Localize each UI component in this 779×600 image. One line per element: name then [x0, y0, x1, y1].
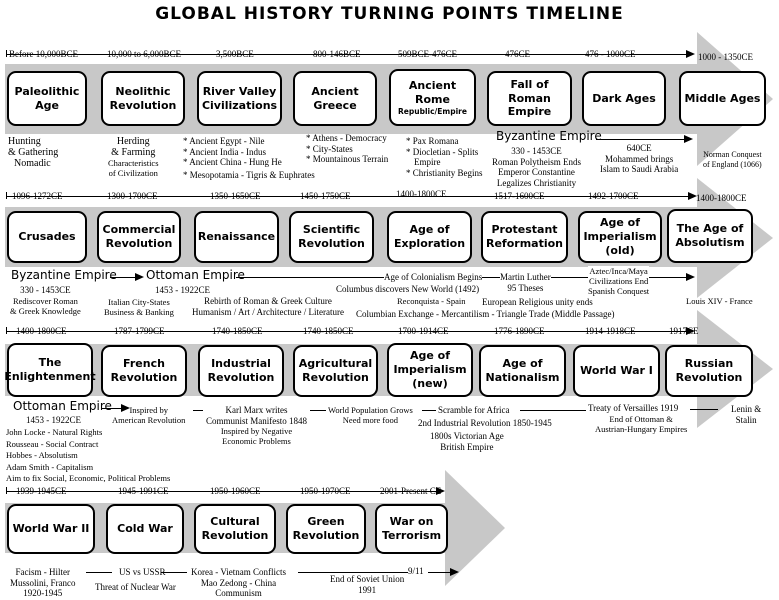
row4-date: 1939-1945CE: [16, 486, 67, 496]
note-greece: * Athens - Democracy * City-States * Mountainous Terrain: [306, 133, 389, 164]
event-fall-of-roman-empire: Fall of Roman Empire: [487, 71, 572, 126]
note-2nd-industrial: 2nd Industrial Revolution 1850-1945: [418, 418, 552, 428]
event-cold-war: Cold War: [106, 504, 184, 554]
row1-date: 1000 - 1350CE: [698, 52, 753, 62]
event-paleolithic-age: Paleolithic Age: [7, 71, 87, 126]
row2-date: 1400-1800CE: [396, 189, 447, 199]
row4-date: 2001-Present CE: [380, 486, 442, 496]
row1-timeline-arrow: [686, 50, 695, 58]
row2-tick: [6, 192, 7, 199]
row3-date: 1776-1890CE: [494, 326, 545, 336]
event-river-valley-civilizations: River Valley Civilizations: [197, 71, 282, 126]
dash: [422, 410, 436, 411]
note-scramble: Scramble for Africa: [438, 405, 510, 415]
event-commercial-revolution: Commercial Revolution: [97, 211, 181, 263]
row3-date: 1917CE: [669, 326, 699, 336]
note-cold-war-1: US vs USSR: [119, 567, 166, 577]
event-war-on-terrorism: War on Terrorism: [375, 504, 448, 554]
row3-date: 1400-1800CE: [16, 326, 67, 336]
note-population: World Population Grows Need more food: [328, 405, 413, 425]
row3-tick: [6, 327, 7, 334]
note-dark-ages: 640CE Mohammed brings Islam to Saudi Arabia: [600, 143, 679, 174]
nine-line: [428, 572, 452, 573]
dash: [161, 572, 187, 573]
row1-date: 3,500BCE: [216, 49, 254, 59]
event-dark-ages: Dark Ages: [582, 71, 666, 126]
note-ww2: Facism - Hilter Mussolini, Franco 1920-1945: [10, 567, 76, 598]
versailles-line: [690, 409, 718, 410]
event-world-war-1: World War I: [573, 345, 660, 397]
event-cultural-revolution: Cultural Revolution: [194, 504, 276, 554]
row4-date: 1950-1960CE: [210, 486, 261, 496]
event-age-of-absolutism: The Age of Absolutism: [667, 209, 753, 263]
note-victorian: 1800s Victorian Age British Empire: [430, 431, 504, 452]
row1-date: 476CE: [505, 49, 531, 59]
row2-date: 1492-1700CE: [588, 191, 639, 201]
note-commercial: Italian City-States Business & Banking: [104, 297, 174, 317]
note-middle-ages: Norman Conquest of England (1066): [703, 150, 762, 169]
event-russian-revolution: Russian Revolution: [665, 345, 753, 397]
event-ancient-greece: Ancient Greece: [293, 71, 377, 126]
dash: [193, 410, 203, 411]
note-911: 9/11: [408, 566, 424, 576]
note-rome: * Pax Romana * Diocletian - Splits Empire * Christianity Begins: [406, 136, 483, 178]
note-luther: Martin Luther 95 Theses: [500, 272, 551, 293]
note-river-valley: * Ancient Egypt - Nile * Ancient India - Indus * Ancient China - Hung He * Mesopotamia - Tigris & Euphrates: [183, 136, 315, 180]
row1-tick: [6, 50, 7, 57]
note-aztec: Aztec/Inca/Maya Civilizations End Spanish Conquest: [588, 266, 650, 296]
note-renaissance: Rebirth of Roman & Greek Culture Humanism / Art / Architecture / Literature: [192, 296, 344, 317]
soviet-line: [298, 572, 422, 573]
byzantine2-line: [110, 277, 136, 278]
row2-date: 1400-1800CE: [696, 193, 747, 203]
byzantine-arrow: [684, 135, 693, 143]
row3-date: 1740-1850CE: [212, 326, 263, 336]
note-colonialism: Age of Colonialism Begins: [384, 272, 483, 282]
note-byzantine2-title: Byzantine Empire: [11, 268, 117, 282]
event-scientific-revolution: Scientific Revolution: [289, 211, 374, 263]
event-renaissance: Renaissance: [194, 211, 279, 263]
note-columbus: Columbus discovers New World (1492): [336, 284, 480, 294]
scramble-line: [520, 410, 586, 411]
row1-date: 509BCE-476CE: [398, 49, 458, 59]
event-middle-ages: Middle Ages: [679, 71, 766, 126]
note-euro-religion: European Religious unity ends: [482, 297, 593, 307]
row3-date: 1700-1914CE: [398, 326, 449, 336]
event-green-revolution: Green Revolution: [286, 504, 366, 554]
row1-date: 800-146BCE: [313, 49, 361, 59]
event-crusades: Crusades: [7, 211, 87, 263]
byzantine-line: [596, 139, 684, 140]
row1-date: 10,000 to 6,000BCE: [107, 49, 182, 59]
note-french: Inspired by American Revolution: [112, 405, 186, 425]
note-end-ottoman: End of Ottoman & Austrian-Hungary Empires: [595, 414, 688, 434]
row1-date: Before 10,000BCE: [9, 49, 78, 59]
event-protestant-reformation: Protestant Reformation: [481, 211, 568, 263]
note-reconquista: Reconquista - Spain: [397, 296, 466, 306]
note-versailles: Treaty of Versailles 1919: [588, 403, 679, 413]
row2-date: 1350-1650CE: [210, 191, 261, 201]
row2-date: 1096-1272CE: [12, 191, 63, 201]
note-louis: Louis XIV - France: [686, 296, 753, 306]
note-ottoman2: 1453 - 1922CE: [26, 415, 81, 425]
row3-date: 1914-1918CE: [585, 326, 636, 336]
note-ottoman: 1453 - 1922CE: [155, 285, 210, 295]
row2-date: 1517-1600CE: [494, 191, 545, 201]
note-paleolithic: Hunting & Gathering Nomadic: [8, 136, 59, 169]
event-french-revolution: French Revolution: [101, 345, 187, 397]
row4-tick: [6, 487, 7, 494]
event-agricultural-revolution: Agricultural Revolution: [293, 345, 378, 397]
row3-date: 1787-1799CE: [114, 326, 165, 336]
row2-date: 1300-1700CE: [107, 191, 158, 201]
event-neolithic-revolution: Neolithic Revolution: [101, 71, 185, 126]
row1-date: 476 - 1000CE: [585, 49, 636, 59]
event-age-of-imperialism-old: Age of Imperialism (old): [578, 211, 662, 263]
row2-date: 1450-1750CE: [300, 191, 351, 201]
event-age-of-exploration: Age of Exploration: [387, 211, 472, 263]
event-the-enlightenment: The Enlightenment: [7, 343, 93, 397]
event-age-of-imperialism-new: Age of Imperialism (new): [387, 343, 473, 397]
note-byzantine-title: Byzantine Empire: [496, 129, 602, 143]
event-industrial-revolution: Industrial Revolution: [198, 345, 284, 397]
note-ottoman-title: Ottoman Empire: [146, 268, 245, 282]
note-marx: Karl Marx writes Communist Manifesto 1848 Inspired by Negative Economic Problems: [206, 405, 307, 446]
note-ottoman2-title: Ottoman Empire: [13, 399, 112, 413]
note-neolithic: Herding & Farming Characteristics of Civilization: [108, 136, 159, 178]
note-enlightenment: John Locke - Natural Rights Rousseau - Social Contract Hobbes - Absolutism Adam Smith - Capitalism Aim to fix Social, Economic, Political Problems: [6, 427, 171, 483]
event-world-war-2: World War II: [7, 504, 95, 554]
note-cultural: Korea - Vietnam Conflicts Mao Zedong - China Communism: [191, 567, 287, 598]
nine-arrow: [450, 568, 459, 576]
row4-date: 1945-1991CE: [118, 486, 169, 496]
note-cold-war-2: Threat of Nuclear War: [95, 582, 176, 592]
event-age-of-nationalism: Age of Nationalism: [479, 345, 566, 397]
event-ancient-rome: Ancient Rome Republic/Empire: [389, 69, 476, 126]
page-title: GLOBAL HISTORY TURNING POINTS TIMELINE: [155, 4, 624, 24]
note-soviet: End of Soviet Union 1991: [330, 574, 405, 595]
note-columbian-exchange: Columbian Exchange - Mercantilism - Triangle Trade (Middle Passage): [356, 309, 615, 319]
dash: [310, 410, 326, 411]
row3-date: 1740-1850CE: [303, 326, 354, 336]
note-lenin: Lenin & Stalin: [731, 404, 762, 425]
byzantine2-arrow: [135, 273, 144, 281]
note-byzantine2: 330 - 1453CE Rediscover Roman & Greek Knowledge: [10, 285, 81, 316]
dash: [86, 572, 112, 573]
ottoman-arrow: [686, 273, 695, 281]
row4-date: 1950-1970CE: [300, 486, 351, 496]
note-byzantine: 330 - 1453CE Roman Polytheism Ends Emperor Constantine Legalizes Christianity: [492, 146, 582, 188]
